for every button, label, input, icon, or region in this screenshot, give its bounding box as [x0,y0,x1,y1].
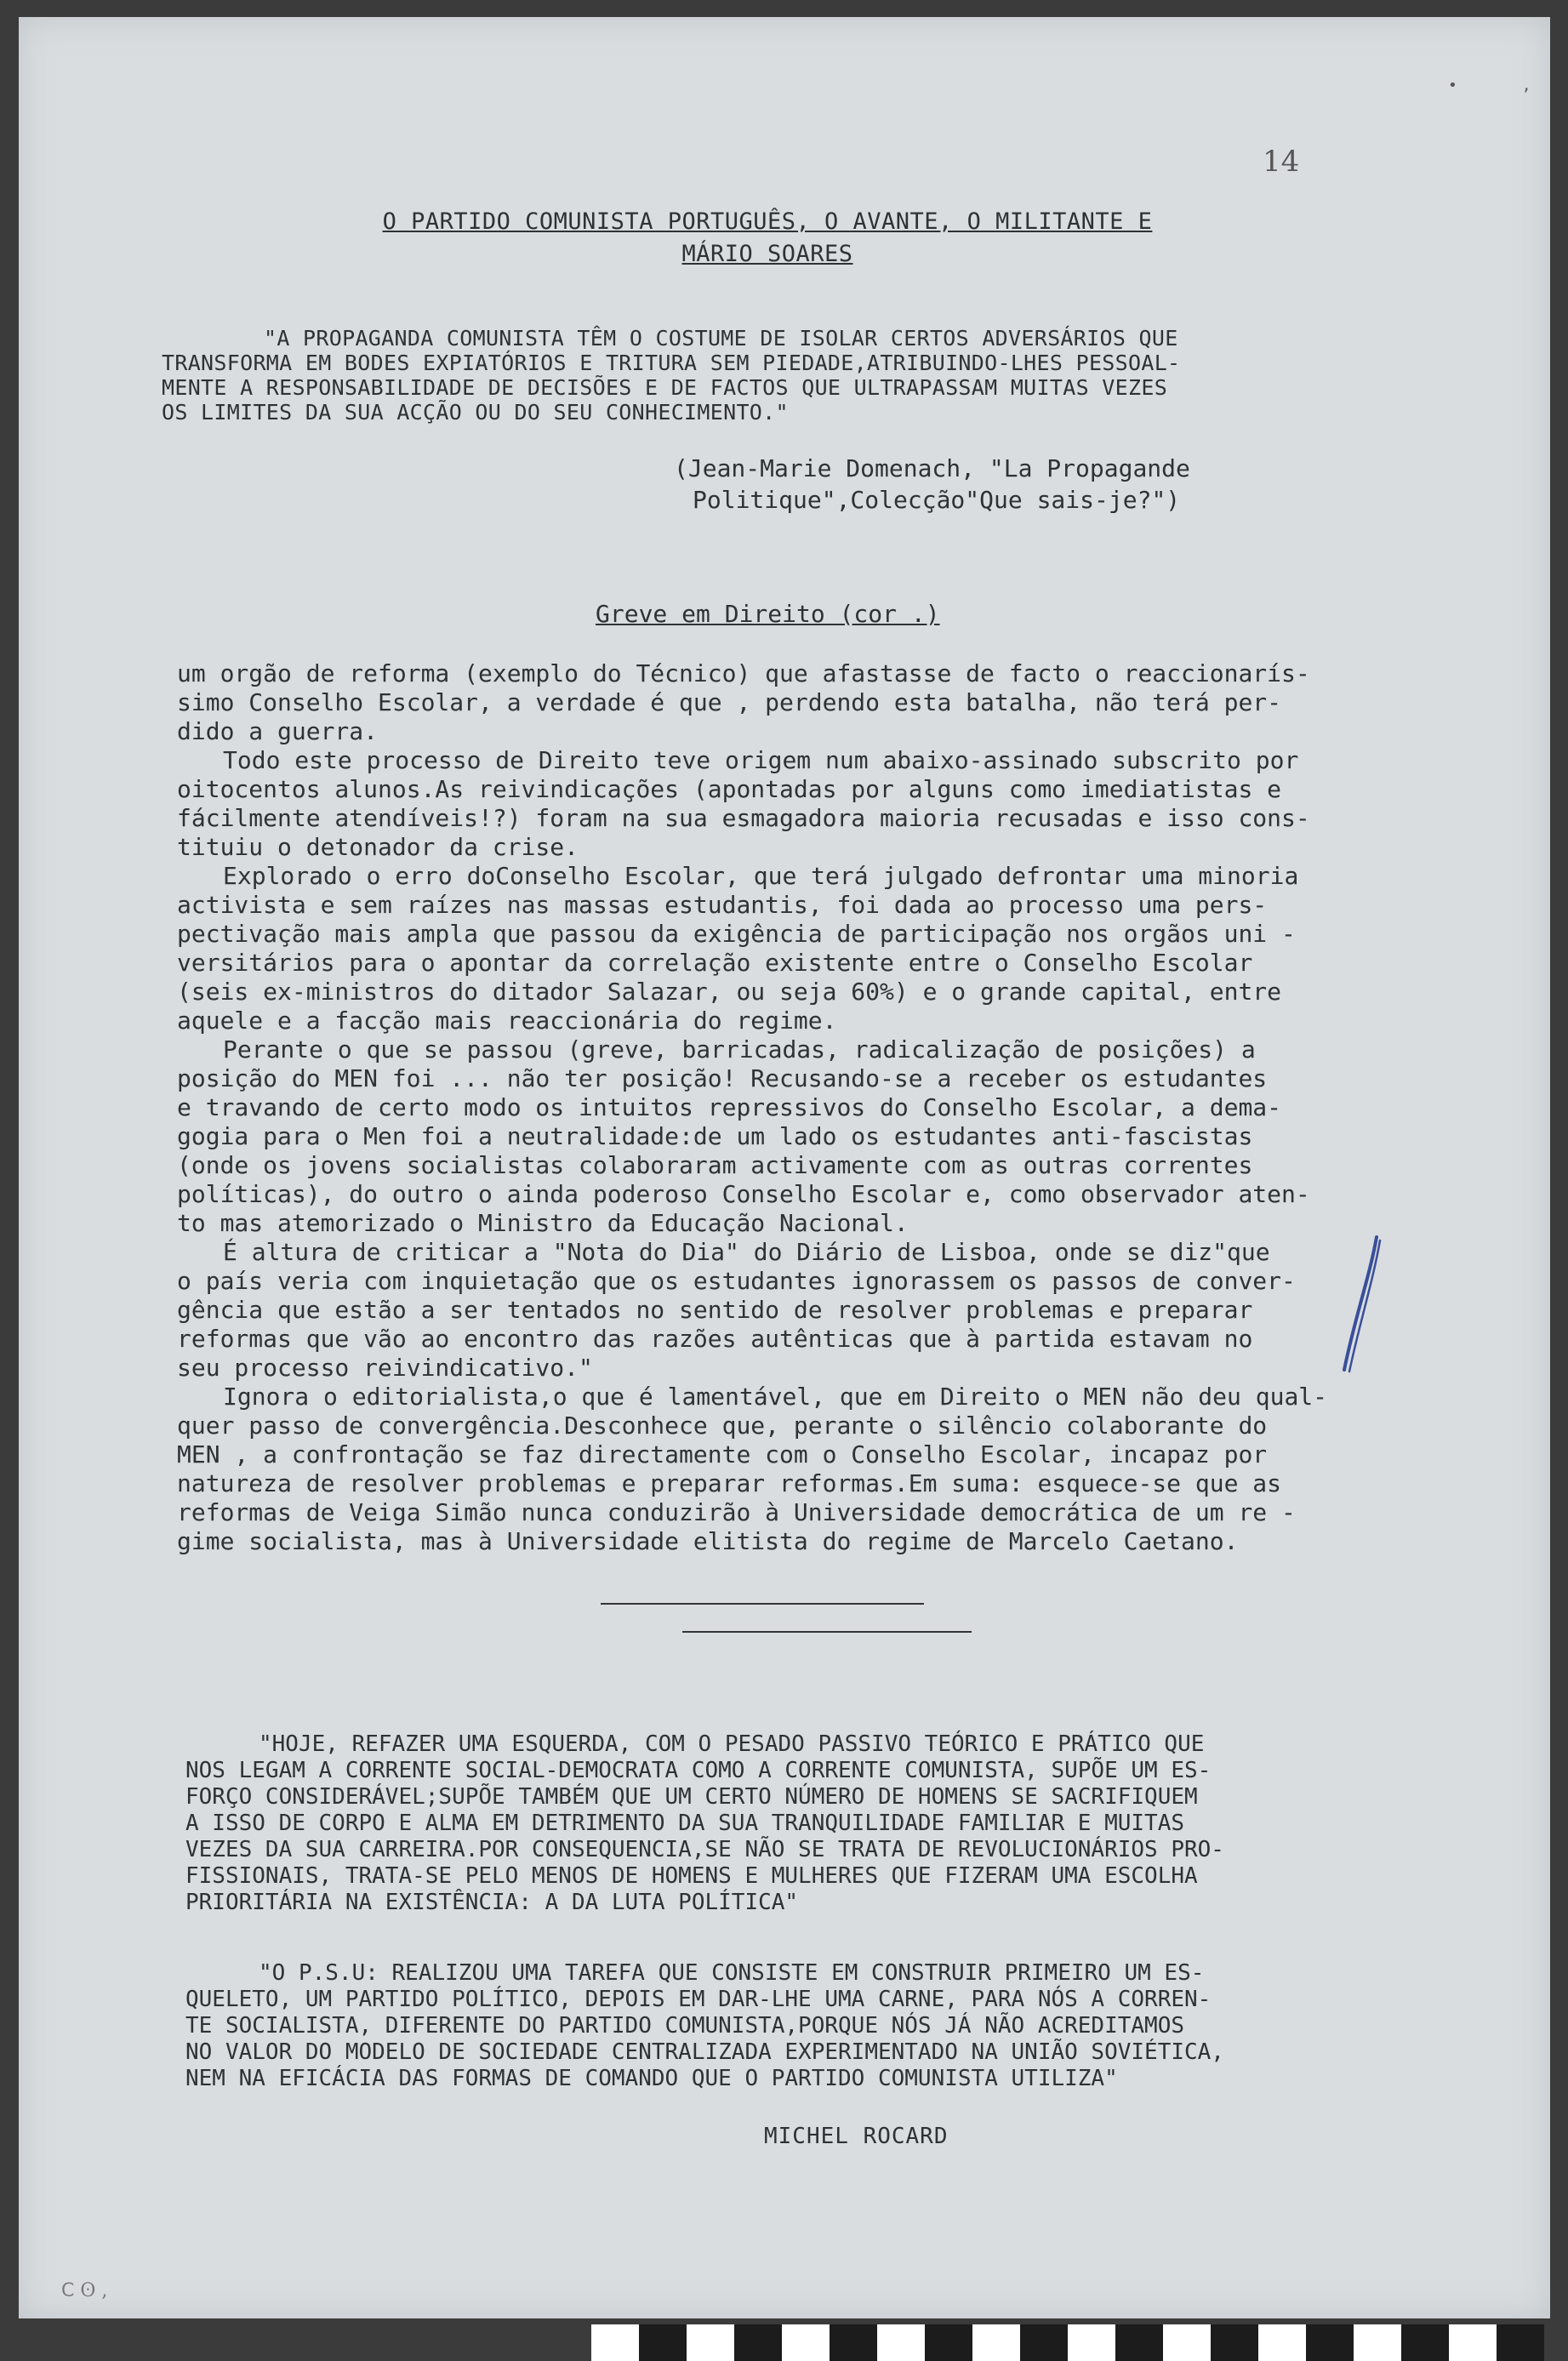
body-line: activista e sem raízes nas massas estudantis, foi dada ao processo uma pers- [177,891,1268,919]
epigraph-line: TRANSFORMA EM BODES EXPIATÓRIOS E TRITURA SEM PIEDADE,ATRIBUINDO-LHES PESSOAL- [162,351,1181,375]
epigraph-line: MENTE A RESPONSABILIDADE DE DECISÕES E DE FACTOS QUE ULTRAPASSAM MUITAS VEZES [162,375,1168,400]
body-line: políticas), do outro o ainda poderoso Conselho Escolar e, como observador aten- [177,1180,1310,1208]
body-line: pectivação mais ampla que passou da exigência de participação nos orgãos uni - [177,920,1296,948]
section-heading: Greve em Direito (cor .) [596,600,940,628]
body-line: versitários para o apontar da correlação existente entre o Conselho Escolar [177,949,1253,977]
scale-ruler [591,2324,1544,2361]
body-line: tituiu o detonador da crise. [177,833,579,861]
quote-line: FISSIONAIS, TRATA-SE PELO MENOS DE HOMENS E MULHERES QUE FIZERAM UMA ESCOLHA [185,1863,1198,1889]
body-line: (onde os jovens socialistas colaboraram activamente com as outras correntes [177,1151,1253,1179]
quote-block-1 [185,1731,1394,1916]
body-line: (seis ex-ministros do ditador Salazar, ou seja 60%) e o grande capital, entre [177,978,1282,1006]
epigraph-line: OS LIMITES DA SUA ACÇÃO OU DO SEU CONHECIMENTO." [162,400,789,425]
document-page [19,17,1550,2318]
body-line: e travando de certo modo os intuitos repressivos do Conselho Escolar, a dema- [177,1093,1282,1121]
body-text [177,659,1411,1556]
epigraph-line: "A PROPAGANDA COMUNISTA TÊM O COSTUME DE ISOLAR CERTOS ADVERSÁRIOS QUE [264,326,1178,351]
body-line: dido a guerra. [177,717,379,745]
body-line: É altura de criticar a "Nota do Dia" do Diário de Lisboa, onde se diz"que [223,1238,1270,1266]
quote-line: TE SOCIALISTA, DIFERENTE DO PARTIDO COMUNISTA,PORQUE NÓS JÁ NÃO ACREDITAMOS [185,2013,1184,2039]
body-line: natureza de resolver problemas e preparar reformas.Em suma: esquece-se que as [177,1469,1282,1497]
separator-line [601,1603,924,1605]
body-line: Explorado o erro doConselho Escolar, que terá julgado defrontar uma minoria [223,862,1299,890]
page-number: 14 [1263,145,1300,179]
paper-specks: • , [1448,77,1531,94]
margin-mark: ꓚ ʘ , [61,2280,108,2301]
body-line: Todo este processo de Direito teve origem num abaixo-assinado subscrito por [223,746,1299,774]
body-line: fácilmente atendíveis!?) foram na sua esmagadora maioria recusadas e isso cons- [177,804,1310,832]
body-line: quer passo de convergência.Desconhece que, perante o silêncio colaborante do [177,1411,1268,1440]
title-line-2: MÁRIO SOARES [681,241,853,267]
quote-line: NO VALOR DO MODELO DE SOCIEDADE CENTRALIZADA EXPERIMENTADO NA UNIÃO SOVIÉTICA, [185,2039,1224,2065]
quote-line: QUELETO, UM PARTIDO POLÍTICO, DEPOIS EM DAR-LHE UMA CARNE, PARA NÓS A CORREN- [185,1987,1212,2012]
body-line: aquele e a facção mais reaccionária do regime. [177,1007,837,1035]
body-line: Perante o que se passou (greve, barricadas, radicalização de posições) a [223,1035,1256,1064]
body-line: to mas atemorizado o Ministro da Educação Nacional. [177,1209,909,1237]
citation-line-1: (Jean-Marie Domenach, "La Propagande [674,454,1190,482]
citation-line-2: Politique",Colecção"Que sais-je?") [693,486,1181,514]
pen-mark-icon [1336,1234,1387,1378]
document-title [274,206,1261,271]
quote-line: "O P.S.U: REALIZOU UMA TAREFA QUE CONSISTE EM CONSTRUIR PRIMEIRO UM ES- [259,1960,1205,1986]
body-line: Ignora o editorialista,o que é lamentável, que em Direito o MEN não deu qual- [223,1383,1328,1411]
body-line: oitocentos alunos.As reivindicações (apontadas por alguns como imediatistas e [177,775,1282,803]
quote-line: VEZES DA SUA CARREIRA.POR CONSEQUENCIA,SE NÃO SE TRATA DE REVOLUCIONÁRIOS PRO- [185,1837,1224,1862]
body-line: seu processo reivindicativo." [177,1354,593,1382]
quote-line: A ISSO DE CORPO E ALMA EM DETRIMENTO DA SUA TRANQUILIDADE FAMILIAR E MUITAS [185,1811,1184,1836]
quote-line: NOS LEGAM A CORRENTE SOCIAL-DEMOCRATA COMO A CORRENTE COMUNISTA, SUPÕE UM ES- [185,1758,1212,1783]
separator-line [682,1631,972,1633]
body-line: MEN , a confrontação se faz directamente com o Conselho Escolar, incapaz por [177,1440,1268,1468]
body-line: simo Conselho Escolar, a verdade é que , perdendo esta batalha, não terá per- [177,688,1282,716]
body-line: gência que estão a ser tentados no sentido de resolver problemas e preparar [177,1296,1253,1324]
epigraph-quote [162,326,1370,425]
body-line: reformas que vão ao encontro das razões autênticas que à partida estavam no [177,1325,1253,1353]
epigraph-citation [674,453,1190,516]
quote-line: "HOJE, REFAZER UMA ESQUERDA, COM O PESADO PASSIVO TEÓRICO E PRÁTICO QUE [259,1731,1205,1757]
body-line: gime socialista, mas à Universidade elitista do regime de Marcelo Caetano. [177,1527,1239,1555]
body-line: posição do MEN foi ... não ter posição! Recusando-se a receber os estudantes [177,1064,1268,1092]
quote-line: FORÇO CONSIDERÁVEL;SUPÕE TAMBÉM QUE UM CERTO NÚMERO DE HOMENS SE SACRIFIQUEM [185,1784,1198,1810]
body-line: gogia para o Men foi a neutralidade:de um lado os estudantes anti-fascistas [177,1122,1253,1150]
body-line: reformas de Veiga Simão nunca conduzirão à Universidade democrática de um re - [177,1498,1296,1526]
body-line: o país veria com inquietação que os estudantes ignorassem os passos de conver- [177,1267,1296,1295]
quote-line: PRIORITÁRIA NA EXISTÊNCIA: A DA LUTA POLÍTICA" [185,1890,799,1915]
body-line: um orgão de reforma (exemplo do Técnico) que afastasse de facto o reaccionarís- [177,659,1310,687]
title-line-1: O PARTIDO COMUNISTA PORTUGUÊS, O AVANTE, O MILITANTE E [382,208,1153,235]
quote-author: MICHEL ROCARD [764,2124,949,2149]
quote-block-2 [185,1960,1394,2092]
quote-line: NEM NA EFICÁCIA DAS FORMAS DE COMANDO QUE O PARTIDO COMUNISTA UTILIZA" [185,2066,1118,2091]
